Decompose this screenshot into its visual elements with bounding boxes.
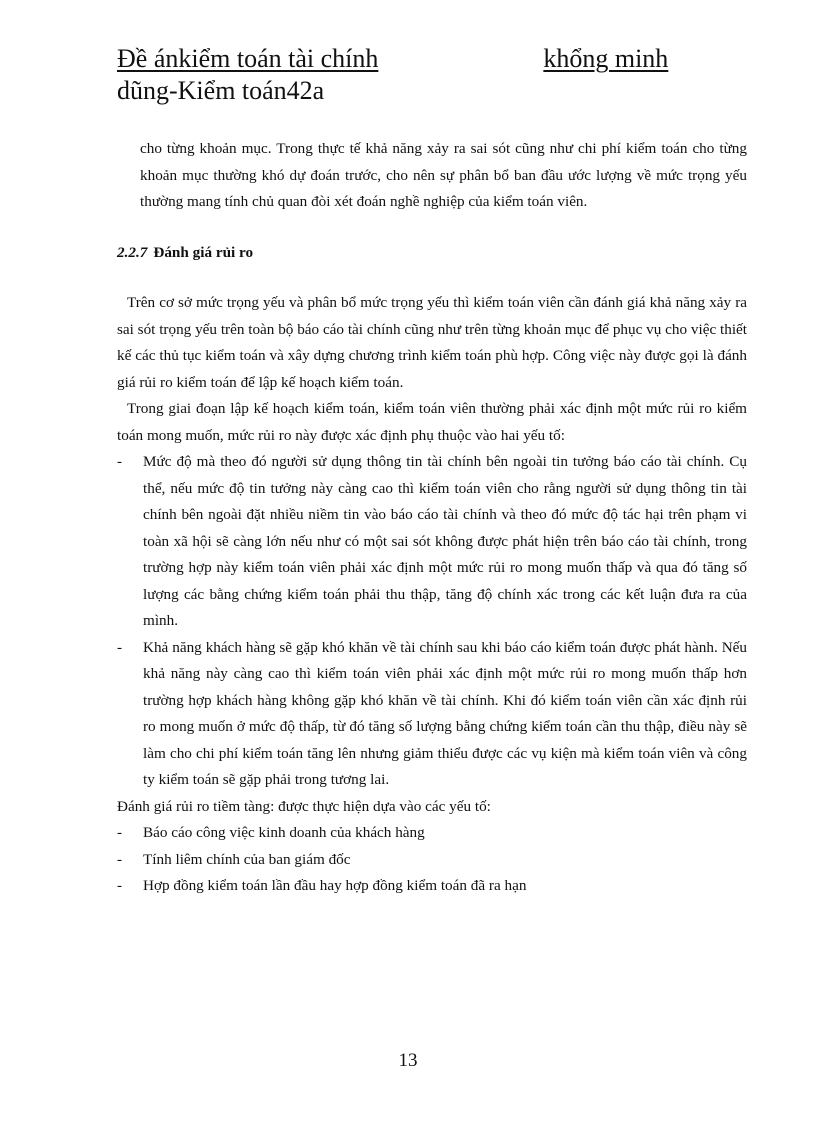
inherent-risk-intro: Đánh giá rủi ro tiềm tàng: được thực hiện dựa vào các yếu tố: [117, 797, 491, 815]
list-item-text: Tính liêm chính của ban giám đốc [143, 850, 351, 868]
list-item-text: Mức độ mà theo đó người sử dụng thông tin tài chính bên ngoài tin tưởng báo cáo tài chính. Cụ thể, nếu mức độ tin tưởng này càng cao thì kiểm toán viên cho rằng người sử dụng thông tin tài chính bên ngoài đặt nhiều niềm tin vào báo cáo tài chính và theo đó mức độ tác hại trên phạm vi toàn xã hội sẽ càng lớn nếu như có một sai sót không được phát hiện trên báo cáo tài chính, trong trường hợp này kiểm toán viên phải xác định một mức rủi ro mong muốn thấp và qua đó tăng số lượng các bằng chứng kiểm toán phải thu thập, tăng độ chính xác trong các kết luận đưa ra của mình. [143, 453, 747, 629]
inherent-risk-list [117, 820, 747, 900]
bullet-dash: - [117, 638, 123, 656]
paragraph: Trên cơ sở mức trọng yếu và phân bổ mức trọng yếu thì kiểm toán viên cần đánh giá khả năng xảy ra sai sót trọng yếu trên toàn bộ báo cáo tài chính cũng như trên từng khoản mục để phục vụ cho việc thiết kế các thủ tục kiểm toán và xây dựng chương trình kiểm toán phù hợp. Công việc này được gọi là đánh giá rủi ro kiểm toán để lập kế hoạch kiểm toán. [117, 294, 747, 391]
bullet-dash: - [117, 453, 123, 470]
list-item-text: Báo cáo công việc kinh doanh của khách hàng [143, 824, 425, 841]
intro-paragraph: cho từng khoản mục. Trong thực tế khả năng xảy ra sai sót cũng như chi phí kiểm toán cho từng khoản mục thường khó dự đoán trước, cho nên sự phân bổ ban đầu ước lượng về mức trọng yếu thường mang tính chủ quan đòi xét đoán nghề nghiệp của kiểm toán viên. [140, 140, 747, 210]
list-item [117, 873, 747, 900]
list-item [117, 635, 747, 794]
header-author: khổng minh [543, 44, 669, 73]
section-title: Đánh giá rủi ro [153, 243, 254, 261]
section-number: 2.2.7 [117, 243, 148, 261]
header-title-line [117, 44, 745, 74]
document-body [117, 136, 747, 900]
list-item [117, 820, 747, 847]
factor-list [117, 449, 747, 794]
page-number: 13 [398, 1050, 418, 1071]
section-heading [117, 240, 747, 267]
bullet-dash: - [117, 877, 123, 894]
bullet-dash: - [117, 824, 123, 841]
list-item-text: Hợp đồng kiểm toán lần đầu hay hợp đồng kiểm toán đã ra hạn [143, 877, 527, 894]
header-title-left: Đề ánkiểm toán tài chính [117, 44, 379, 73]
bullet-dash: - [117, 850, 123, 868]
list-item [117, 449, 747, 635]
list-item-text: Khả năng khách hàng sẽ gặp khó khăn về tài chính sau khi báo cáo kiểm toán được phát hành. Nếu khả năng này càng cao thì kiểm toán viên phải xác định một mức rủi ro mong muốn thấp hơn trường hợp khách hàng không gặp khó khăn về tài chính. Khi đó kiểm toán viên cần xác định rủi ro mong muốn ở mức độ thấp, từ đó tăng số lượng bằng chứng kiểm toán cần thu thập, điều này sẽ làm cho chi phí kiểm toán tăng lên nhưng giảm thiểu được các vụ kiện mà kiểm toán viên và công ty kiểm toán sẽ gặp phải trong tương lai. [143, 638, 747, 788]
header-subtitle: dũng-Kiểm toán42a [117, 76, 325, 105]
page-header [117, 44, 745, 106]
list-item [117, 847, 747, 874]
paragraph: Trong giai đoạn lập kế hoạch kiểm toán, kiểm toán viên thường phải xác định một mức rủi ro kiểm toán mong muốn, mức rủi ro này được xác định phụ thuộc vào hai yếu tố: [117, 400, 747, 444]
